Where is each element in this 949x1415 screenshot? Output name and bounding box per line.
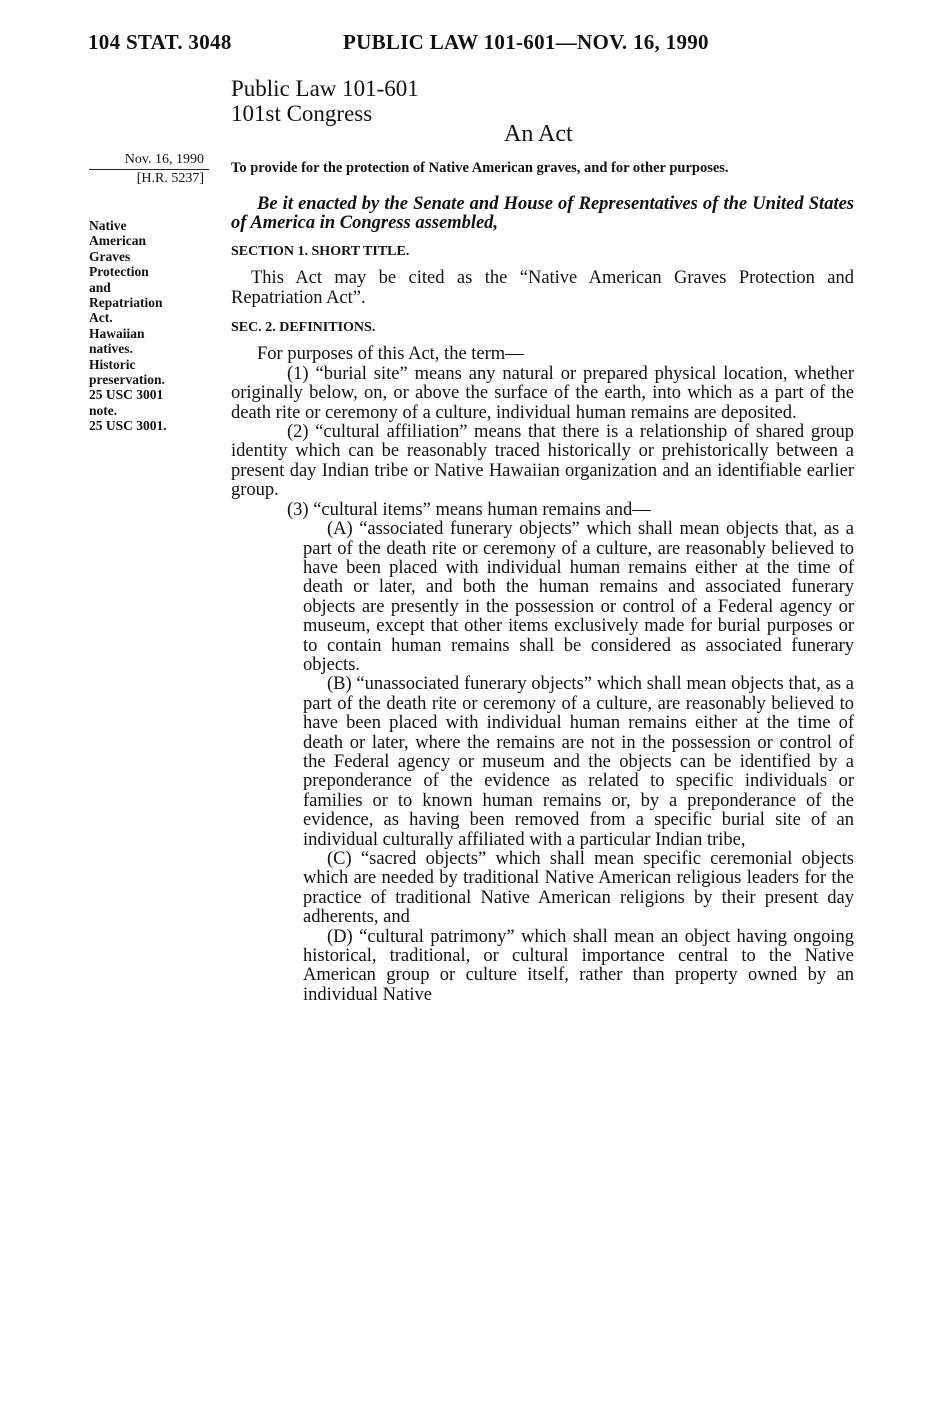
- margin-date: Nov. 16, 1990: [124, 152, 204, 167]
- stat-page-number: 104 STAT. 3048: [88, 30, 232, 54]
- margin-note: 25 USC 3001.: [89, 418, 167, 434]
- margin-note: Act.: [89, 310, 113, 326]
- margin-note: note.: [89, 402, 118, 418]
- an-act-heading: An Act: [504, 121, 573, 147]
- margin-note: Hawaiian: [89, 325, 145, 341]
- section-1-heading: SECTION 1. SHORT TITLE.: [231, 243, 410, 259]
- margin-note: natives.: [89, 341, 133, 357]
- margin-note: Historic: [89, 356, 136, 372]
- act-body: [231, 195, 854, 1005]
- definition-cultural-patrimony: (D) “cultural patrimony” which shall mean an object having ongoing historical, traditional, or cultural importance central to the Native American group or culture itself, rather than property owned by an individual Native: [303, 926, 854, 1005]
- margin-date-block: [89, 152, 204, 187]
- margin-note: Repatriation: [89, 295, 163, 311]
- public-law-title-block: [231, 76, 419, 126]
- public-law-number: Public Law 101-601: [231, 76, 419, 101]
- margin-note: Protection: [89, 264, 149, 280]
- margin-note: preservation.: [89, 372, 165, 388]
- section-1-text: This Act may be cited as the “Native American Graves Protection and Repatriation Act”.: [231, 268, 854, 308]
- definition-sacred-objects: (C) “sacred objects” which shall mean specific ceremonial objects which are needed by traditional Native American religious leaders for the practice of traditional Native American religions by their present day adherents, and: [303, 849, 854, 928]
- act-purpose: To provide for the protection of Native American graves, and for other purposes.: [231, 160, 729, 176]
- margin-notes: [89, 218, 224, 434]
- margin-note: American: [89, 233, 146, 249]
- definitions-lead: For purposes of this Act, the term—: [257, 344, 524, 365]
- congress-number: 101st Congress: [231, 101, 373, 126]
- margin-note: Graves: [89, 248, 131, 264]
- definition-associated-funerary-objects: (A) “associated funerary objects” which shall mean objects that, as a part of the death rite or ceremony of a culture, are reasonably believed to have been placed with individual human remains either at the time of death or later, and both the human remains and associated funerary objects are presently in the possession or control of a Federal agency or museum, except that other items exclusively made for burial purposes or to contain human remains shall be considered as associated funerary objects.: [303, 519, 854, 675]
- definition-cultural-affiliation: (2) “cultural affiliation” means that there is a relationship of shared group identity which can be reasonably traced historically or prehistorically between a present day Indian tribe or Native Hawaiian organization and an identifiable earlier group.: [231, 422, 854, 501]
- enacting-clause: Be it enacted by the Senate and House of Representatives of the United States of America in Congress assembled,: [231, 194, 854, 234]
- definition-burial-site: (1) “burial site” means any natural or prepared physical location, whether originally below, on, or above the surface of the earth, into which as a part of the death rite or ceremony of a culture, individual human remains are deposited.: [231, 363, 854, 423]
- margin-bill-number: [H.R. 5237]: [136, 171, 204, 186]
- margin-note: 25 USC 3001: [89, 387, 164, 403]
- definition-unassociated-funerary-objects: (B) “unassociated funerary objects” which shall mean objects that, as a part of the death rite or ceremony of a culture, are reasonably believed to have been placed with individual human remains either at the time of death or later, where the remains are not in the possession or control of the Federal agency or museum and the objects can be identified by a preponderance of the evidence as related to specific individuals or families or to known human remains or, by a preponderance of the evidence, as having been removed from a specific burial site of an individual culturally affiliated with a particular Indian tribe,: [303, 674, 854, 850]
- margin-note: and: [89, 279, 111, 295]
- margin-divider: [89, 169, 209, 170]
- definition-cultural-items: (3) “cultural items” means human remains and—: [287, 499, 651, 520]
- public-law-date-header: PUBLIC LAW 101-601—NOV. 16, 1990: [343, 30, 709, 54]
- margin-note: Native: [89, 218, 127, 233]
- section-2-heading: SEC. 2. DEFINITIONS.: [231, 320, 376, 336]
